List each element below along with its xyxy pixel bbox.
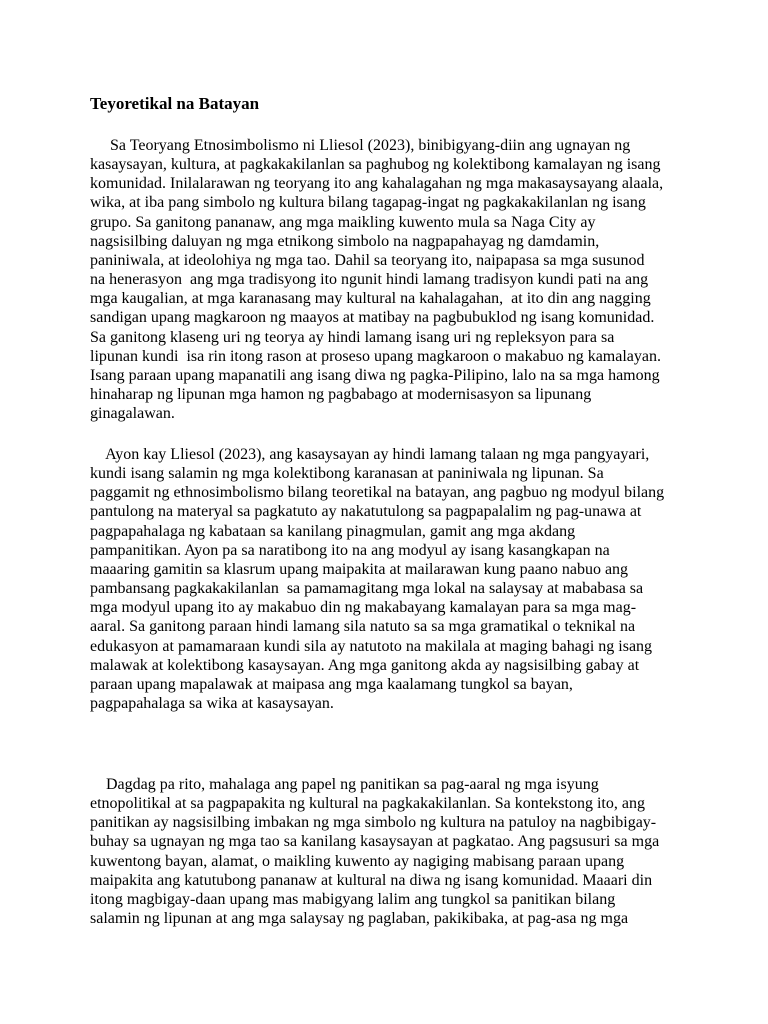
text-line: nagsisilbing daluyan ng mga etnikong simbolo na nagpapahayag ng damdamin, [90,232,600,250]
text-line: hinaharap ng lipunan mga hamon ng pagbabago at modernisasyon sa lipunang [90,386,592,404]
text-line: kundi isang salamin ng mga kolektibong karanasan at paniniwala ng lipunan. Sa [90,465,604,483]
text-line: grupo. Sa ganitong pananaw, ang mga maikling kuwento mula sa Naga City ay [90,213,596,231]
text-line: Dagdag pa rito, mahalaga ang papel ng panitikan sa pag-aaral ng mga isyung [90,776,599,793]
text-line: pagpapahalaga sa wika at kasaysayan. [90,695,334,713]
text-line: edukasyon at pamamaraan kundi sila ay natutoto na makilala at maging bahagi ng isang [90,637,653,655]
text-line: pantulong na materyal sa pagkatuto ay nakatutulong sa pagpapalalim ng pag-unawa at [90,503,642,521]
section-heading: Teyoretikal na Batayan [90,94,260,113]
text-line: maaaring gamitin sa klasrum upang maipakita at mailarawan kung paano nabuo ang [90,560,629,578]
text-line: wika, at iba pang simbolo ng kultura bilang tagapag-ingat ng pagkakakilanlan ng isang [90,194,646,212]
paragraph-1 [90,136,663,423]
text-line: malawak at kolektibong kasaysayan. Ang mga ganitong akda ay nagsisilbing gabay at [90,656,640,674]
text-line: komunidad. Inilalarawan ng teoryang ito ang kahalagahan ng mga makasaysayang alaala, [90,175,664,193]
text-line: Sa ganitong klaseng uri ng teorya ay hindi lamang isang uri ng repleksyon para sa [90,328,615,346]
text-line: lipunan kundi isa rin itong rason at proseso upang magkaroon o makabuo ng kamalayan. [90,347,661,365]
text-line: maipakita ang katutubong pananaw at kultural na diwa ng isang komunidad. Maaari din [90,871,653,889]
text-line: paniniwala, at ideolohiya ng mga tao. Dahil sa teoryang ito, naipapasa sa mga susunod [90,251,645,269]
text-line: paraan upang mapalawak at maipasa ang mga kaalamang tungkol sa bayan, [90,675,573,693]
text-line: paggamit ng ethnosimbolismo bilang teoretikal na batayan, ang pagbuo ng modyul bilang [90,484,665,502]
paragraph-3 [90,775,659,928]
text-line: sandigan upang magkaroon ng maayos at matibay na pagbubuklod ng isang komunidad. [90,309,655,327]
text-line: ginagalawan. [90,405,175,423]
text-line: Isang paraan upang mapanatili ang isang diwa ng pagka-Pilipino, lalo na sa mga hamong [90,366,660,384]
text-line: pampanitikan. Ayon pa sa naratibong ito na ang modyul ay isang kasangkapan na [90,541,610,559]
paragraph-2 [90,445,664,713]
text-line: aaral. Sa ganitong paraan hindi lamang sila natuto sa sa mga gramatikal o teknikal na [90,618,636,636]
text-line: kasaysayan, kultura, at pagkakakilanlan sa paghubog ng kolektibong kamalayan ng isang [90,156,661,174]
text-line: na henerasyon ang mga tradisyong ito ngunit hindi lamang tradisyon kundi pati na ang [90,271,649,289]
text-line: mga kaugalian, at mga karanasang may kultural na kahalagahan, at ito din ang nagging [90,290,651,308]
text-line: salamin ng lipunan at ang mga salaysay ng paglaban, pakikibaka, at pag-asa ng mga [90,910,629,928]
text-line: pambansang pagkakakilanlan sa pamamagitang mga lokal na salaysay at mababasa sa [90,580,644,598]
text-line: Ayon kay Lliesol (2023), ang kasaysayan ay hindi lamang talaan ng mga pangyayari, [90,446,650,463]
text-line: mga modyul upang ito ay makabuo din ng makabayang kamalayan para sa mga mag- [90,599,637,617]
text-line: kuwentong bayan, alamat, o maikling kuwento ay nagiging mabisang paraan upang [90,852,625,870]
text-line: panitikan ay nagsisilbing imbakan ng mga simbolo ng kultura na patuloy na nagbibigay- [90,814,657,832]
text-line: etnopolitikal at sa pagpapakita ng kultural na pagkakakilanlan. Sa kontekstong ito, ang [90,795,645,813]
text-line: itong magbigay-daan upang mas mabigyang lalim ang tungkol sa panitikan bilang [90,890,616,908]
text-line: buhay sa ugnayan ng mga tao sa kanilang kasaysayan at pagkatao. Ang pagsusuri sa mga [90,833,660,851]
text-line: Sa Teoryang Etnosimbolismo ni Lliesol (2023), binibigyang-diin ang ugnayan ng [90,137,631,154]
text-line: pagpapahalaga ng kabataan sa kanilang pinagmulan, gamit ang mga akdang [90,522,576,540]
